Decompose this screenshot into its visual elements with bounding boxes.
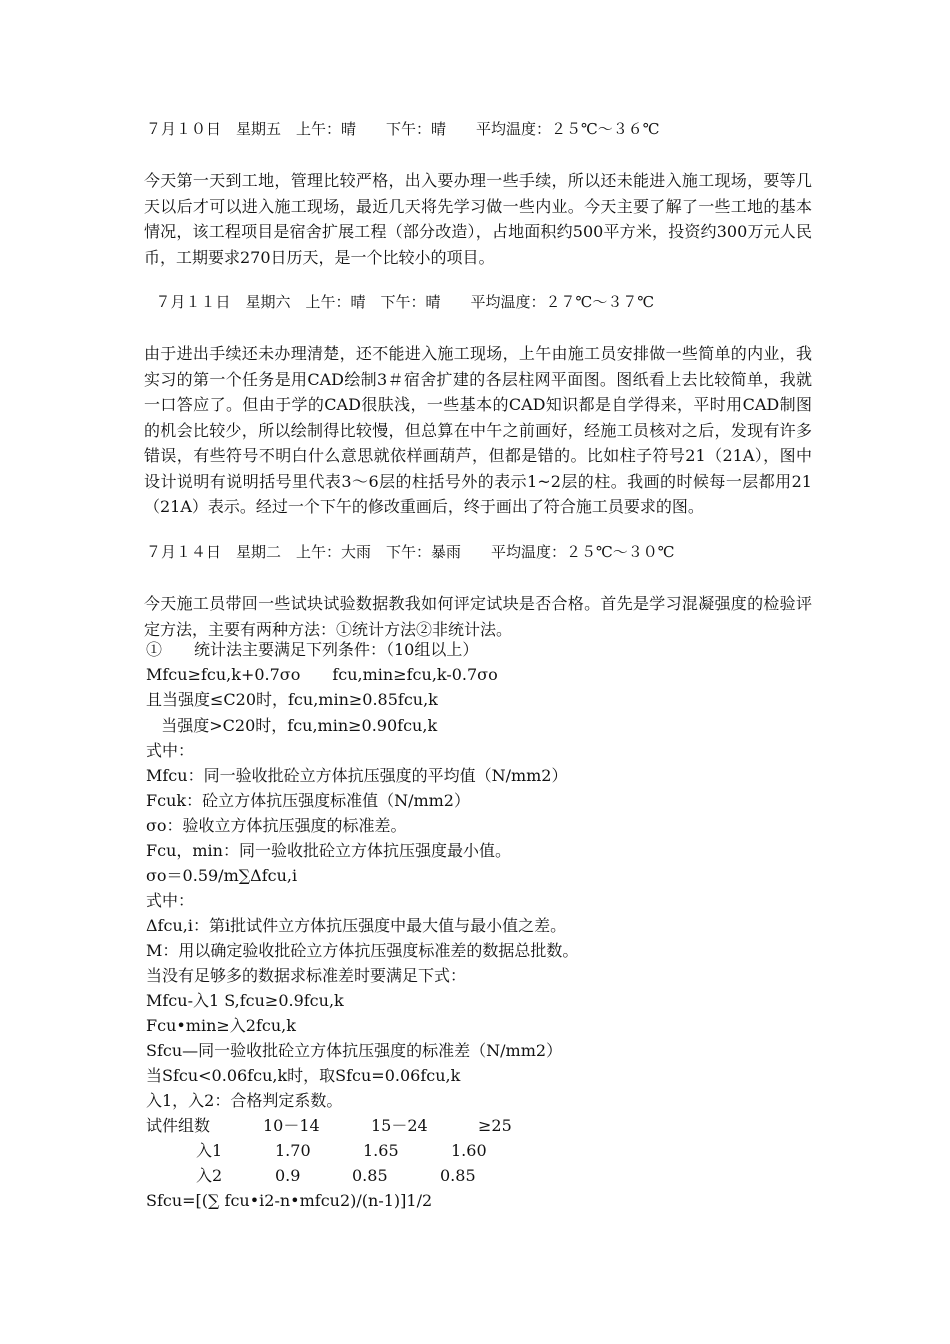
entry-header-0711: ７月１１日 星期六 上午：晴 下午：晴 平均温度：２７℃～３７℃ [146, 293, 655, 311]
table-cell: 0.85 [440, 1166, 476, 1185]
entry-header-0714: ７月１４日 星期二 上午：大雨 下午：暴雨 平均温度：２５℃～３０℃ [146, 543, 675, 561]
formula-line: 当Sfcu<0.06fcu,k时，取Sfcu=0.06fcu,k [146, 1066, 461, 1085]
formula-line: M：用以确定验收批砼立方体抗压强度标准差的数据总批数。 [146, 941, 579, 960]
entry-body-0711: 由于进出手续还未办理清楚，还不能进入施工现场，上午由施工员安排做一些简单的内业，我实习的第一个任务是用CAD绘制3＃宿舍扩建的各层柱网平面图。图纸看上去比较简单，我就一口答应了。但由于学的CAD很肤浅，一些基本的CAD知识都是自学得来，平时用CAD制图的机会比较少，所以绘制得比较慢，但总算在中午之前画好，经施工员核对之后，发现有许多错误，有些符号不明白什么意思就依样画葫芦，但都是错的。比如柱子符号21（21A），图中设计说明有说明括号里代表3～6层的柱括号外的表示1~2层的柱。我画的时候每一层都用21（21A）表示。经过一个下午的修改重画后，终于画出了符合施工员要求的图。 [144, 344, 812, 516]
formula-line: σo：验收立方体抗压强度的标准差。 [146, 816, 407, 835]
table-cell: 0.85 [352, 1166, 388, 1185]
formula-line: Mfcu≥fcu,k+0.7σo fcu,min≥fcu,k-0.7σo [146, 665, 498, 684]
entry-header-0710: ７月１０日 星期五 上午：晴 下午：晴 平均温度：２５℃～３６℃ [146, 120, 660, 138]
table-cell: 试件组数 [146, 1116, 211, 1135]
table-cell: ≥25 [478, 1116, 512, 1135]
table-cell: 1.70 [275, 1141, 311, 1160]
formula-line: Mfcu-入1 S,fcu≥0.9fcu,k [146, 991, 344, 1010]
table-cell: 入2 [196, 1166, 223, 1185]
table-cell: 1.65 [363, 1141, 399, 1160]
entry-body-0710: 今天第一天到工地，管理比较严格，出入要办理一些手续，所以还未能进入施工现场，要等几天以后才可以进入施工现场，最近几天将先学习做一些内业。今天主要了解了一些工地的基本情况，该工程项目是宿舍扩展工程（部分改造），占地面积约500平方米，投资约300万元人民币，工期要求270日历天，是一个比较小的项目。 [144, 171, 812, 267]
table-cell: 15－24 [371, 1116, 428, 1135]
formula-line: 式中： [146, 891, 195, 910]
table-cell: 1.60 [451, 1141, 487, 1160]
formula-line: Fcuk：砼立方体抗压强度标准值（N/mm2） [146, 791, 470, 810]
formula-line: 式中： [146, 741, 195, 760]
formula-line: 当强度>C20时，fcu,min≥0.90fcu,k [146, 716, 438, 735]
table-cell: 入1 [196, 1141, 223, 1160]
table-cell: 0.9 [275, 1166, 301, 1185]
formula-line: Fcu，min：同一验收批砼立方体抗压强度最小值。 [146, 841, 511, 860]
formula-line: 入1，入2：合格判定系数。 [146, 1091, 343, 1110]
formula-line: 当没有足够多的数据求标准差时要满足下式： [146, 966, 467, 985]
formula-line: Sfcu—同一验收批砼立方体抗压强度的标准差（N/mm2） [146, 1041, 563, 1060]
formula-line: 且当强度≤C20时，fcu,min≥0.85fcu,k [146, 690, 438, 709]
formula-line: Δfcu,i：第i批试件立方体抗压强度中最大值与最小值之差。 [146, 916, 567, 935]
formula-line: Mfcu：同一验收批砼立方体抗压强度的平均值（N/mm2） [146, 766, 568, 785]
formula-line: Fcu•min≥入2fcu,k [146, 1016, 296, 1035]
table-cell: 10－14 [263, 1116, 320, 1135]
formula-line: σo＝0.59/m∑Δfcu,i [146, 866, 298, 885]
formula-line: ① 统计法主要满足下列条件：（10组以上） [146, 640, 479, 659]
final-formula: Sfcu=[(∑ fcu•i2-n•mfcu2)/(n-1)]1/2 [146, 1191, 433, 1210]
entry-body-0714: 今天施工员带回一些试块试验数据教我如何评定试块是否合格。首先是学习混凝强度的检验评定方法，主要有两种方法：①统计方法②非统计法。 [144, 594, 812, 639]
